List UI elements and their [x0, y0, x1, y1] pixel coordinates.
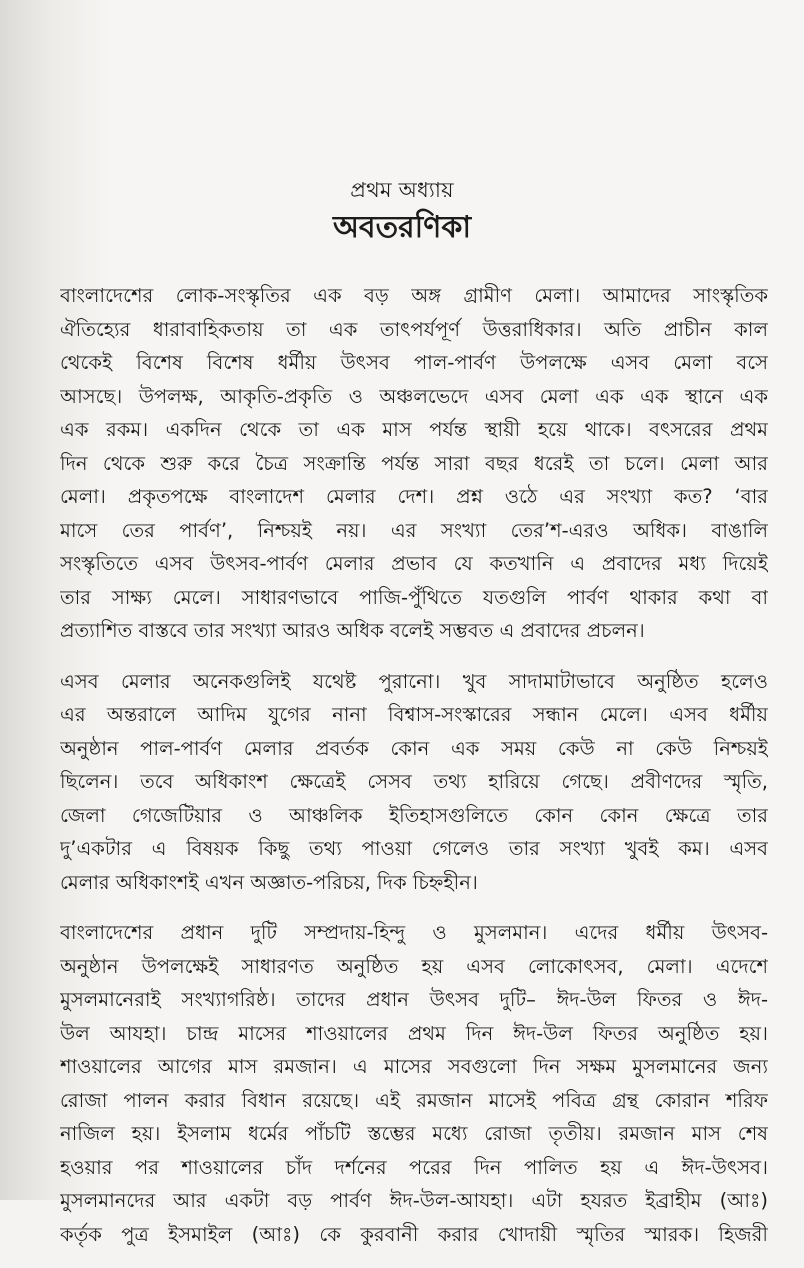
- text-line: অনুষ্ঠান পাল-পার্বণ মেলার প্রবর্তক কোন এক সময় কেউ না কেউ নিশ্চয়ই: [60, 736, 768, 760]
- paragraph: [60, 665, 768, 900]
- text-line: হওয়ার পর শাওয়ালের চাঁদ দর্শনের পরের দিন পালিত হয় এ ঈদ-উৎসব।: [60, 1155, 768, 1179]
- body-text: [60, 279, 768, 1268]
- text-line: মাসে তের পার্বণ’, নিশ্চয়ই নয়। এর সংখ্যা তের’শ-এরও অধিক। বাঙালি: [60, 518, 768, 542]
- text-line: মেলার অধিকাংশই এখন অজ্ঞাত-পরিচয়, দিক চিহ্নহীন।: [60, 870, 478, 894]
- text-line: সংস্কৃতিতে এসব উৎসব-পার্বণ মেলার প্রভাব যে কতখানি এ প্রবাদের মধ্য দিয়েই: [60, 552, 768, 575]
- text-line: জেলা গেজেটিয়ার ও আঞ্চলিক ইতিহাসগুলিতে কোন কোন ক্ষেত্রে তার: [60, 803, 768, 827]
- text-line: উল আযহা। চান্দ্র মাসের শাওয়ালের প্রথম দিন ঈদ-উল ফিতর অনুষ্ঠিত হয়।: [60, 1021, 768, 1045]
- text-line: অনুষ্ঠান উপলক্ষেই সাধারণত অনুষ্ঠিত হয় এসব লোকোৎসব, মেলা। এদেশে: [60, 954, 768, 978]
- text-line: বাংলাদেশের লোক-সংস্কৃতির এক বড় অঙ্গ গ্রামীণ মেলা। আমাদের সাংস্কৃতিক: [60, 284, 768, 307]
- paragraph: [60, 916, 768, 1251]
- text-line: নাজিল হয়। ইসলাম ধর্মের পাঁচটি স্তম্ভের মধ্যে রোজা তৃতীয়। রমজান মাস শেষ: [60, 1122, 768, 1145]
- text-line: মেলা। প্রকৃতপক্ষে বাংলাদেশ মেলার দেশ। প্রশ্ন ওঠে এর সংখ্যা কত? ‘বার: [60, 485, 768, 508]
- text-line: বাংলাদেশের প্রধান দুটি সম্প্রদায়-হিন্দু ও মুসলমান। এদের ধর্মীয় উৎসব-: [60, 921, 768, 944]
- text-line: ছিলেন। তবে অধিকাংশ ক্ষেত্রেই সেসব তথ্য হারিয়ে গেছে। প্রবীণদের স্মৃতি,: [60, 770, 768, 793]
- text-line: থেকেই বিশেষ বিশেষ ধর্মীয় উৎসব পাল-পার্বণ উপলক্ষে এসব মেলা বসে: [60, 351, 768, 374]
- text-line: মুসলমানেরাই সংখ্যাগরিষ্ঠ। তাদের প্রধান উৎসব দুটি– ঈদ-উল ফিতর ও ঈদ-: [60, 988, 768, 1011]
- text-line: এসব মেলার অনেকগুলিই যথেষ্ট পুরানো। খুব সাদামাটাভাবে অনুষ্ঠিত হলেও: [60, 669, 768, 693]
- paragraph: [60, 279, 768, 648]
- text-line: শাওয়ালের আগের মাস রমজান। এ মাসের সবগুলো দিন সক্ষম মুসলমানের জন্য: [60, 1055, 768, 1078]
- text-line: তার সাক্ষ্য মেলে। সাধারণভাবে পাজি-পুঁথিতে যতগুলি পার্বণ থাকার কথা বা: [60, 585, 768, 609]
- chapter-label: প্রথম অধ্যায়: [350, 178, 454, 202]
- chapter-title: অবতরণিকা: [332, 210, 472, 245]
- text-line: দু’একটার এ বিষয়ক কিছু তথ্য পাওয়া গেলেও তার সংখ্যা খুবই কম। এসব: [60, 837, 768, 860]
- text-line: রোজা পালন করার বিধান রয়েছে। এই রমজান মাসেই পবিত্র গ্রন্থ কোরান শরিফ: [60, 1088, 768, 1112]
- text-line: প্রত্যাশিত বাস্তবে তার সংখ্যা আরও অধিক বলেই সম্ভবত এ প্রবাদের প্রচলন।: [60, 619, 645, 642]
- text-line: আসছে। উপলক্ষ, আকৃতি-প্রকৃতি ও অঞ্চলভেদে এসব মেলা এক এক স্থানে এক: [60, 384, 768, 408]
- text-line: এর অন্তরালে আদিম যুগের নানা বিশ্বাস-সংস্কারের সন্ধান মেলে। এসব ধর্মীয়: [60, 703, 768, 726]
- text-line: দিন থেকে শুরু করে চৈত্র সংক্রান্তি পর্যন্ত সারা বছর ধরেই তা চলে। মেলা আর: [60, 451, 768, 475]
- text-line: এক রকম। একদিন থেকে তা এক মাস পর্যন্ত স্থায়ী হয়ে থাকে। বৎসরের প্রথম: [60, 418, 768, 441]
- text-line: কর্তৃক পুত্র ইসমাইল (আঃ) কে কুরবানী করার খোদায়ী স্মৃতির স্মারক। হিজরী: [60, 1222, 768, 1246]
- text-line: মুসলমানদের আর একটা বড় পার্বণ ঈদ-উল-আযহা। এটা হযরত ইব্রাহীম (আঃ): [60, 1189, 768, 1212]
- text-line: ঐতিহ্যের ধারাবাহিকতায় তা এক তাৎপর্যপূর্ণ উত্তরাধিকার। অতি প্রাচীন কাল: [60, 317, 768, 341]
